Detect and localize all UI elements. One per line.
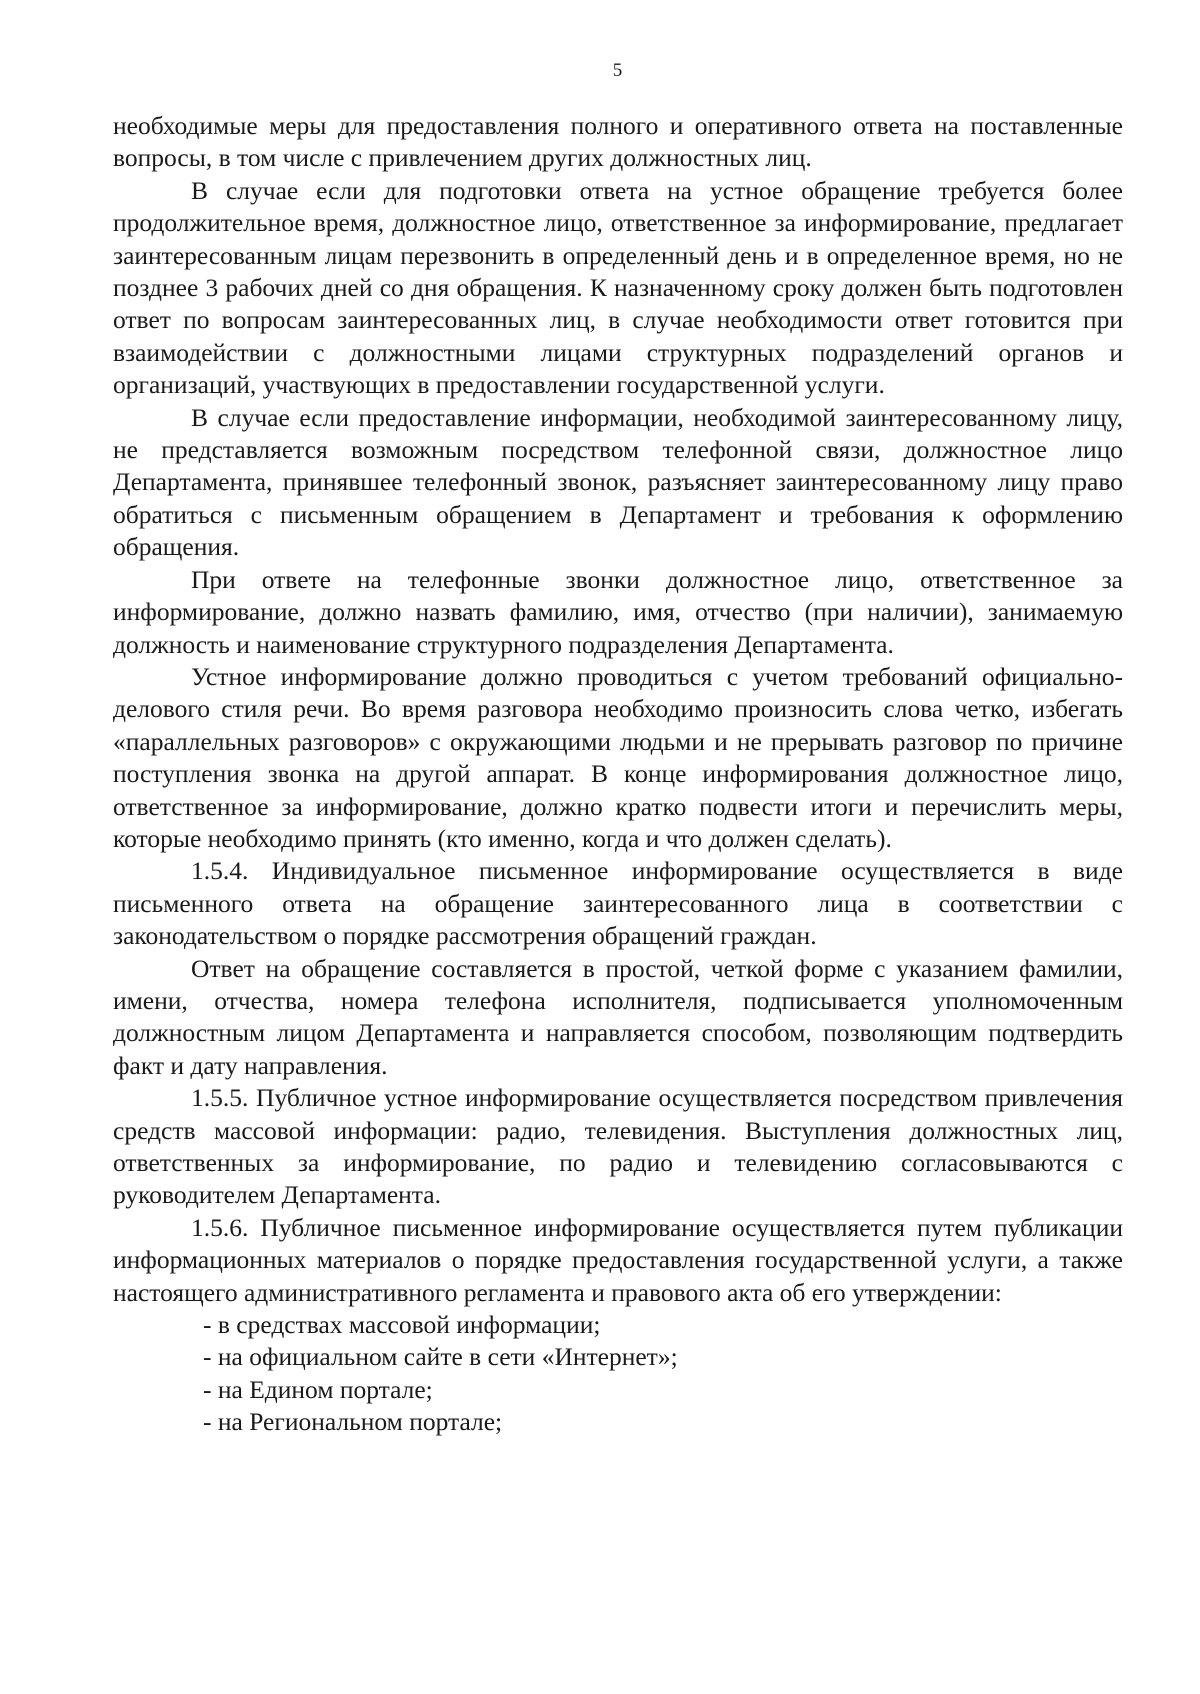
paragraph: 1.5.4. Индивидуальное письменное информирование осуществляется в виде письменного ответа на обращение заинтересованного лица в соответствии с законодательством о порядке рассмотрения обращений граждан.	[113, 856, 1123, 951]
paragraph: 1.5.6. Публичное письменное информирование осуществляется путем публикации информационных материалов о порядке предоставления государственной услуги, а также настоящего административного регламента и правового акта об его утверждении:	[113, 1212, 1123, 1307]
list-item: - на Региональном портале;	[203, 1407, 503, 1437]
paragraph: Ответ на обращение составляется в простой, четкой форме с указанием фамилии, имени, отчества, номера телефона исполнителя, подписывается уполномоченным должностным лицом Департамента и направляется способом, позволяющим подтвердить факт и дату направления.	[113, 953, 1123, 1080]
list-item: - в средствах массовой информации;	[203, 1310, 601, 1340]
paragraph: Устное информирование должно проводиться с учетом требований официально-делового стиля речи. Во время разговора необходимо произносить слова четко, избегать «параллельных разговоров» с окружающими людьми и не прерывать разговор по причине поступления звонка на другой аппарат. В конце информирования должностное лицо, ответственное за информирование, должно кратко подвести итоги и перечислить меры, которые необходимо принять (кто именно, когда и что должен сделать).	[113, 661, 1123, 853]
list-item: - на официальном сайте в сети «Интернет»;	[203, 1342, 678, 1372]
paragraph: 1.5.5. Публичное устное информирование осуществляется посредством привлечения средств массовой информации: радио, телевидения. Выступления должностных лиц, ответственных за информирование, по радио и телевидению согласовываются с руководителем Департамента.	[113, 1083, 1123, 1210]
paragraph: При ответе на телефонные звонки должностное лицо, ответственное за информирование, должно назвать фамилию, имя, отчество (при наличии), занимаемую должность и наименование структурного подразделения Департамента.	[113, 564, 1123, 659]
paragraph: В случае если предоставление информации, необходимой заинтересованному лицу, не представляется возможным посредством телефонной связи, должностное лицо Департамента, принявшее телефонный звонок, разъясняет заинтересованному лицу право обратиться с письменным обращением в Департамент и требования к оформлению обращения.	[113, 402, 1123, 562]
paragraph: В случае если для подготовки ответа на устное обращение требуется более продолжительное время, должностное лицо, ответственное за информирование, предлагает заинтересованным лицам перезвонить в определенный день и в определенное время, но не позднее 3 рабочих дней со дня обращения. К назначенному сроку должен быть подготовлен ответ по вопросам заинтересованных лиц, в случае необходимости ответ готовится при взаимодействии с должностными лицами структурных подразделений органов и организаций, участвующих в предоставлении государственной услуги.	[113, 175, 1123, 400]
document-body	[113, 110, 1123, 1439]
page-number: 5	[612, 60, 623, 81]
paragraph: необходимые меры для предоставления полного и оперативного ответа на поставленные вопросы, в том числе с привлечением других должностных лиц.	[113, 111, 1123, 173]
list-item: - на Едином портале;	[203, 1374, 433, 1404]
